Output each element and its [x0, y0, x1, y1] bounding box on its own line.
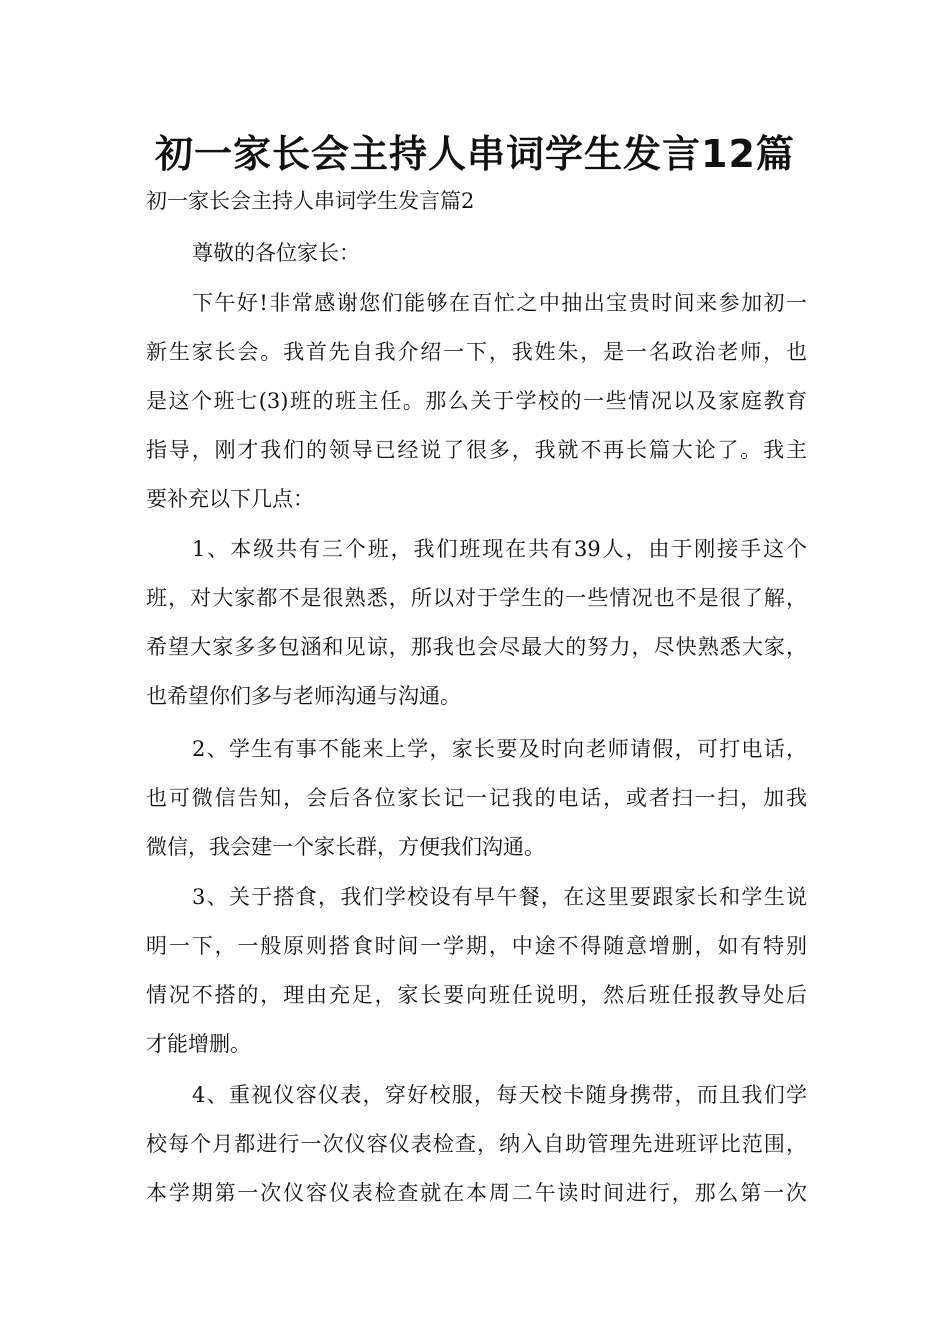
paragraph-line: 本学期第一次仪容仪表检查就在本周二午读时间进行，那么第一次	[146, 1181, 807, 1205]
paragraph-line: 也希望你们多与老师沟通与沟通。	[146, 684, 461, 708]
paragraph-line: 微信，我会建一个家长群，方便我们沟通。	[146, 835, 545, 859]
paragraph-line: 情况不搭的，理由充足，家长要向班任说明，然后班任报教导处后	[146, 983, 807, 1007]
paragraph-line: 下午好!非常感谢您们能够在百忙之中抽出宝贵时间来参加初一	[192, 291, 807, 315]
document-subtitle: 初一家长会主持人串词学生发言篇2	[146, 189, 475, 213]
paragraph-line: 3、关于搭食，我们学校设有早午餐，在这里要跟家长和学生说	[192, 885, 807, 909]
paragraph-line: 要补充以下几点：	[146, 487, 314, 511]
paragraph-line: 明一下，一般原则搭食时间一学期，中途不得随意增删，如有特别	[146, 934, 807, 958]
paragraph-line: 才能增删。	[146, 1032, 251, 1056]
paragraph-line: 1、本级共有三个班，我们班现在共有39人，由于刚接手这个	[192, 537, 807, 561]
document-title: 初一家长会主持人串词学生发言12篇	[155, 132, 795, 176]
paragraph-line: 4、重视仪容仪表，穿好校服，每天校卡随身携带，而且我们学	[192, 1083, 807, 1107]
paragraph-line: 指导，刚才我们的领导已经说了很多，我就不再长篇大论了。我主	[146, 438, 807, 462]
greeting-line: 尊敬的各位家长：	[192, 241, 360, 265]
paragraph-line: 是这个班七(3)班的班主任。那么关于学校的一些情况以及家庭教育	[146, 389, 807, 413]
paragraph-line: 新生家长会。我首先自我介绍一下，我姓朱，是一名政治老师，也	[146, 340, 807, 364]
paragraph-line: 也可微信告知，会后各位家长记一记我的电话，或者扫一扫，加我	[146, 786, 807, 810]
paragraph-line: 2、学生有事不能来上学，家长要及时向老师请假，可打电话，	[192, 737, 807, 761]
paragraph-line: 希望大家多多包涵和见谅，那我也会尽最大的努力，尽快熟悉大家，	[146, 635, 807, 659]
paragraph-line: 校每个月都进行一次仪容仪表检查，纳入自助管理先进班评比范围，	[146, 1132, 807, 1156]
paragraph-line: 班，对大家都不是很熟悉，所以对于学生的一些情况也不是很了解，	[146, 586, 807, 610]
